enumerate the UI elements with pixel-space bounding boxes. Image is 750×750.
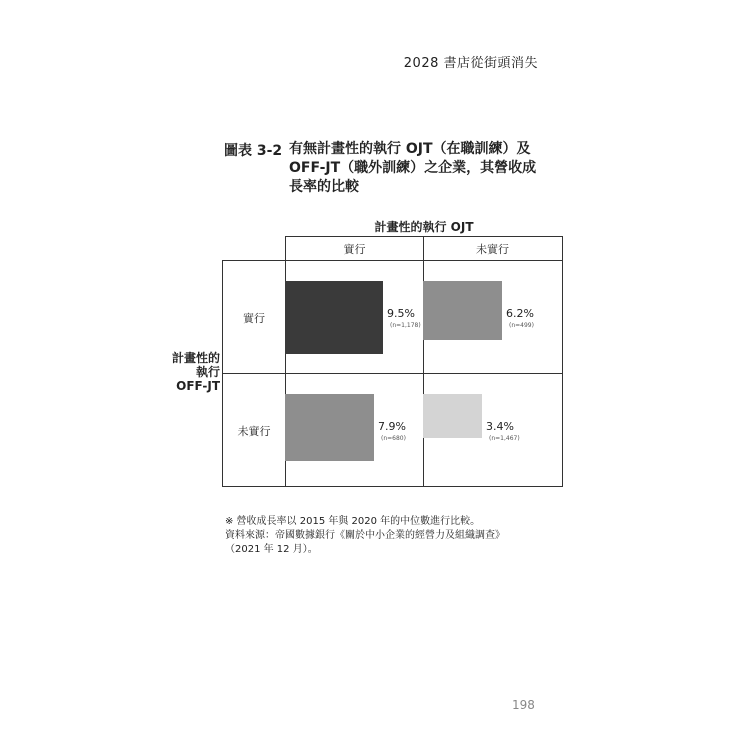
running-header: 2028 書店從街頭消失: [403, 56, 538, 71]
row-header-implemented: 實行: [243, 312, 265, 325]
figure-title: 有無計畫性的執行 OJT（在職訓練）及 OFF-JT（職外訓練）之企業，其營收成長率的比較: [289, 141, 537, 195]
bar-ojt-no-offjt-yes: [423, 281, 502, 340]
sample-size-ojt-no-offjt-no: (n=1,467): [489, 435, 520, 442]
column-axis-title: 計畫性的執行 OJT: [374, 220, 474, 234]
bar-ojt-no-offjt-no: [423, 394, 482, 438]
row-header-not-implemented: 未實行: [237, 425, 271, 438]
row-axis-title-line-2: 執行: [195, 365, 220, 379]
page-number: 198: [512, 698, 535, 712]
column-header-not-implemented: 未實行: [476, 243, 509, 256]
grid-right-line: [562, 236, 563, 487]
row-axis-title-line-3: OFF-JT: [176, 379, 220, 393]
row-axis-title: [150, 351, 220, 393]
grid-bottom-line: [222, 486, 563, 487]
grid-middle-line: [222, 373, 563, 374]
sample-size-ojt-yes-offjt-yes: (n=1,178): [390, 322, 421, 329]
bar-ojt-yes-offjt-yes: [285, 281, 383, 354]
note-line-1: ※ 營收成長率以 2015 年與 2020 年的中位數進行比較。: [225, 516, 481, 527]
figure-notes: [225, 515, 545, 557]
grid-left-line: [222, 260, 223, 487]
value-label-ojt-yes-offjt-yes: 9.5%: [387, 307, 415, 320]
figure-label: 圖表 3-2: [224, 143, 283, 159]
note-source: 資料來源：帝國數據銀行《關於中小企業的經營力及組織調查》: [225, 530, 505, 541]
column-header-implemented: 實行: [343, 243, 366, 256]
value-label-ojt-yes-offjt-no: 7.9%: [378, 420, 406, 433]
grid-col-divider-mid: [423, 236, 424, 487]
sample-size-ojt-no-offjt-yes: (n=499): [509, 322, 534, 329]
bar-ojt-yes-offjt-no: [285, 394, 374, 461]
note-date: （2021 年 12 月）。: [225, 544, 318, 555]
row-axis-title-line-1: 計畫性的: [171, 351, 220, 365]
grid-top-line: [285, 236, 563, 237]
sample-size-ojt-yes-offjt-no: (n=680): [381, 435, 406, 442]
value-label-ojt-no-offjt-yes: 6.2%: [506, 307, 534, 320]
grid-header-line: [222, 260, 563, 261]
value-label-ojt-no-offjt-no: 3.4%: [486, 420, 514, 433]
